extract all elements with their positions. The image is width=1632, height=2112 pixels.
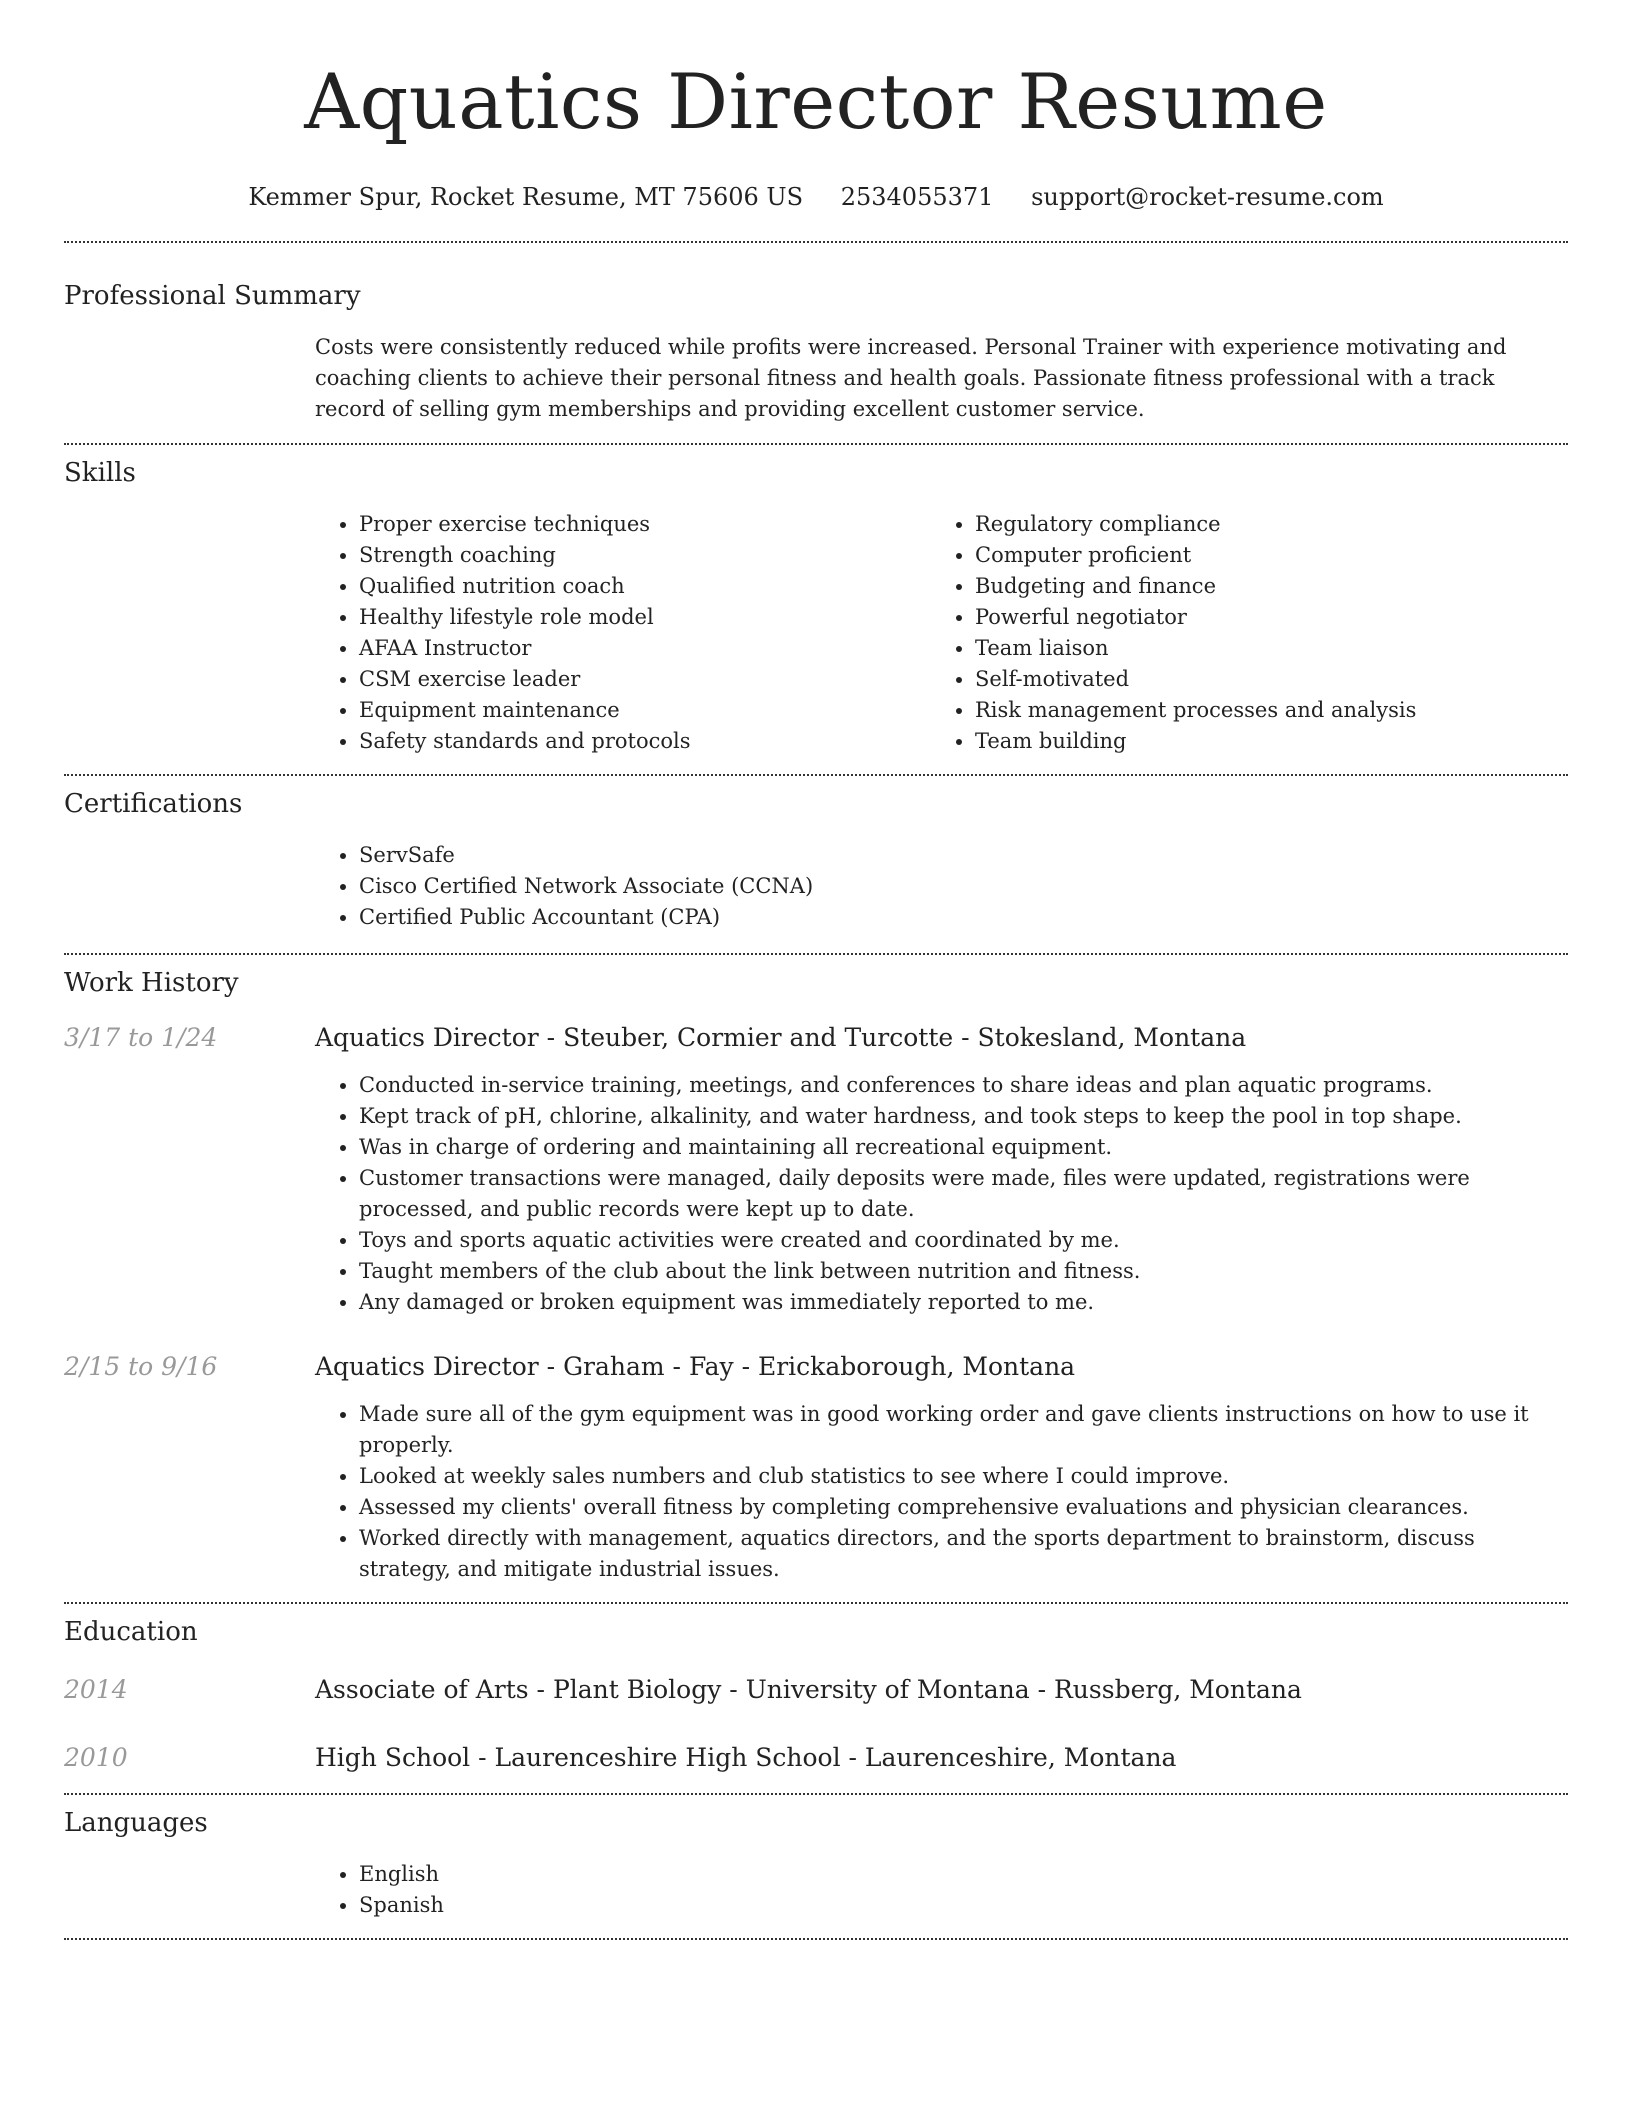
separator: - xyxy=(721,1675,746,1704)
skill-item: • Powerful negotiator xyxy=(975,602,1547,633)
job-bullet: • Toys and sports aquatic activities were created and coordinated by me. xyxy=(359,1225,1568,1256)
education-year: 2010 xyxy=(64,1743,128,1772)
education-location: Laurenceshire, Montana xyxy=(864,1743,1177,1772)
divider xyxy=(64,1938,1568,1940)
job-bullet: • Kept track of pH, chlorine, alkalinity, and water hardness, and took steps to keep the pool in top shape. xyxy=(359,1101,1568,1132)
summary-heading: Professional Summary xyxy=(64,281,361,311)
skills-list-right xyxy=(931,509,1547,757)
job-bullet: • Customer transactions were managed, daily deposits were made, files were updated, registrations were processed, and public records were kept up to date. xyxy=(359,1163,1568,1225)
divider xyxy=(64,1602,1568,1604)
summary-section xyxy=(64,279,1568,425)
job-title: Aquatics Director xyxy=(315,1352,539,1381)
education-school: University of Montana xyxy=(745,1675,1030,1704)
education-heading-line xyxy=(315,1741,1176,1775)
job-entry xyxy=(64,1350,1568,1384)
job-heading xyxy=(315,1021,1246,1055)
education-entry xyxy=(64,1673,1568,1707)
skill-item: • Healthy lifestyle role model xyxy=(359,602,931,633)
skill-item: • Self-motivated xyxy=(975,664,1547,695)
languages-list xyxy=(315,1859,1568,1921)
job-bullet: • Looked at weekly sales numbers and club statistics to see where I could improve. xyxy=(359,1461,1568,1492)
skills-section xyxy=(64,456,1568,757)
work-section xyxy=(64,966,1568,1585)
skill-item: • AFAA Instructor xyxy=(359,633,931,664)
skill-item: • Risk management processes and analysis xyxy=(975,695,1547,726)
certifications-heading: Certifications xyxy=(64,789,243,819)
languages-section xyxy=(64,1806,1568,1921)
contact-phone: 2534055371 xyxy=(840,183,994,211)
education-year: 2014 xyxy=(64,1675,128,1704)
education-section xyxy=(64,1615,1568,1775)
job-bullet: • Any damaged or broken equipment was immediately reported to me. xyxy=(359,1287,1568,1318)
skill-item: • Proper exercise techniques xyxy=(359,509,931,540)
divider xyxy=(64,443,1568,445)
certification-item: • Certified Public Accountant (CPA) xyxy=(359,902,1568,933)
separator: - xyxy=(538,1352,564,1381)
job-company: Steuber, Cormier and Turcotte xyxy=(563,1023,954,1052)
divider xyxy=(64,953,1568,955)
skills-list-left xyxy=(315,509,931,757)
resume-title: Aquatics Director Resume xyxy=(304,57,1328,146)
education-entry xyxy=(64,1741,1568,1775)
job-bullets xyxy=(315,1070,1568,1318)
separator: - xyxy=(953,1023,978,1052)
divider xyxy=(64,774,1568,776)
education-field: Plant Biology xyxy=(552,1675,722,1704)
skill-item: • Team liaison xyxy=(975,633,1547,664)
job-bullet: • Conducted in-service training, meetings, and conferences to share ideas and plan aquatic programs. xyxy=(359,1070,1568,1101)
job-bullet: • Made sure all of the gym equipment was in good working order and gave clients instructions on how to use it properly. xyxy=(359,1399,1568,1461)
separator: - xyxy=(840,1743,865,1772)
certification-item: • Cisco Certified Network Associate (CCNA) xyxy=(359,871,1568,902)
job-bullet: • Taught members of the club about the link between nutrition and fitness. xyxy=(359,1256,1568,1287)
skills-columns xyxy=(315,509,1568,757)
certification-item: • ServSafe xyxy=(359,840,1568,871)
languages-content xyxy=(315,1859,1568,1921)
divider xyxy=(64,1793,1568,1795)
education-heading-line xyxy=(315,1673,1302,1707)
language-item: • English xyxy=(359,1859,1568,1890)
job-company: Graham - Fay xyxy=(563,1352,734,1381)
contact-email: support@rocket-resume.com xyxy=(1031,183,1384,211)
job-bullet: • Was in charge of ordering and maintaining all recreational equipment. xyxy=(359,1132,1568,1163)
job-dates: 2/15 to 9/16 xyxy=(64,1352,218,1381)
skill-item: • Safety standards and protocols xyxy=(359,726,931,757)
divider xyxy=(64,241,1568,243)
job-bullets xyxy=(315,1399,1568,1585)
separator: - xyxy=(538,1023,564,1052)
certifications-list xyxy=(315,840,1568,933)
separator: - xyxy=(733,1352,758,1381)
job-bullet: • Assessed my clients' overall fitness by completing comprehensive evaluations and physician clearances. xyxy=(359,1492,1568,1523)
skill-item: • Team building xyxy=(975,726,1547,757)
education-location: Russberg, Montana xyxy=(1053,1675,1302,1704)
work-heading: Work History xyxy=(64,968,239,998)
education-degree: High School xyxy=(315,1743,471,1772)
skill-item: • Computer proficient xyxy=(975,540,1547,571)
job-entry xyxy=(64,1021,1568,1055)
certifications-content xyxy=(315,840,1568,933)
skill-item: • Qualified nutrition coach xyxy=(359,571,931,602)
summary-text: Costs were consistently reduced while profits were increased. Personal Trainer with experience motivating and coaching clients to achieve their personal fitness and health goals. Passionate fitness professional with a track record of selling gym memberships and providing excellent customer service. xyxy=(315,335,1507,421)
job-heading xyxy=(315,1350,1075,1384)
skills-heading: Skills xyxy=(64,458,136,488)
language-item: • Spanish xyxy=(359,1890,1568,1921)
job-dates: 3/17 to 1/24 xyxy=(64,1023,218,1052)
job-bullet: • Worked directly with management, aquatics directors, and the sports department to brainstorm, discuss strategy, and mitigate industrial issues. xyxy=(359,1523,1568,1585)
separator: - xyxy=(528,1675,553,1704)
languages-heading: Languages xyxy=(64,1808,208,1838)
separator: - xyxy=(470,1743,495,1772)
job-location: Stokesland, Montana xyxy=(977,1023,1247,1052)
contact-line xyxy=(64,180,1568,214)
skill-item: • Equipment maintenance xyxy=(359,695,931,726)
separator: - xyxy=(1029,1675,1054,1704)
job-title: Aquatics Director xyxy=(315,1023,539,1052)
skill-item: • CSM exercise leader xyxy=(359,664,931,695)
contact-address: Kemmer Spur, Rocket Resume, MT 75606 US xyxy=(248,183,804,211)
education-heading: Education xyxy=(64,1617,198,1647)
skill-item: • Regulatory compliance xyxy=(975,509,1547,540)
job-location: Erickaborough, Montana xyxy=(757,1352,1076,1381)
education-school: Laurenceshire High School xyxy=(494,1743,841,1772)
certifications-section xyxy=(64,787,1568,933)
education-degree: Associate of Arts xyxy=(315,1675,529,1704)
skill-item: • Strength coaching xyxy=(359,540,931,571)
skill-item: • Budgeting and finance xyxy=(975,571,1547,602)
